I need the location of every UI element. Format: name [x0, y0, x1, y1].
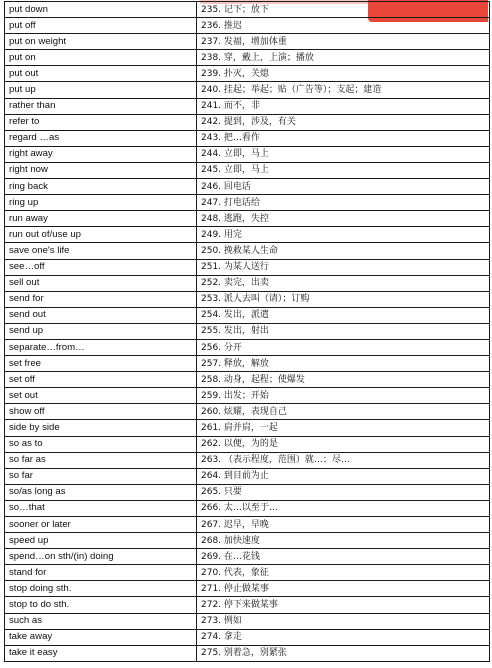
chinese-meaning-cell: 250. 挽救某人生命 — [197, 243, 490, 259]
chinese-meaning-cell: 235. 记下；放下 — [197, 2, 490, 18]
english-phrase-cell: so/as long as — [5, 484, 197, 500]
table-row — [5, 581, 490, 597]
table-row — [5, 179, 490, 195]
table-row — [5, 307, 490, 323]
chinese-meaning-cell: 252. 卖完，出卖 — [197, 275, 490, 291]
english-phrase-cell: run away — [5, 211, 197, 227]
table-row — [5, 356, 490, 372]
english-phrase-cell: refer to — [5, 114, 197, 130]
table-row — [5, 243, 490, 259]
chinese-meaning-cell: 266. 太…以至于… — [197, 500, 490, 516]
table-row — [5, 484, 490, 500]
english-phrase-cell: so…that — [5, 500, 197, 516]
chinese-meaning-cell: 267. 迟早，早晚 — [197, 517, 490, 533]
chinese-meaning-cell: 236. 推迟 — [197, 18, 490, 34]
english-phrase-cell: side by side — [5, 420, 197, 436]
table-row — [5, 98, 490, 114]
english-phrase-cell: stop doing sth. — [5, 581, 197, 597]
chinese-meaning-cell: 257. 释放，解放 — [197, 356, 490, 372]
table-row — [5, 597, 490, 613]
english-phrase-cell: ring up — [5, 195, 197, 211]
english-phrase-cell: right away — [5, 146, 197, 162]
english-phrase-cell: set free — [5, 356, 197, 372]
english-phrase-cell: put out — [5, 66, 197, 82]
chinese-meaning-cell: 263. （表示程度，范围）就…；尽… — [197, 452, 490, 468]
english-phrase-cell: stop to do sth. — [5, 597, 197, 613]
table-row — [5, 452, 490, 468]
table-row — [5, 50, 490, 66]
chinese-meaning-cell: 249. 用完 — [197, 227, 490, 243]
english-phrase-cell: rather than — [5, 98, 197, 114]
chinese-meaning-cell: 237. 发福，增加体重 — [197, 34, 490, 50]
chinese-meaning-cell: 264. 到目前为止 — [197, 468, 490, 484]
english-phrase-cell: so far — [5, 468, 197, 484]
english-phrase-cell: put on — [5, 50, 197, 66]
chinese-meaning-cell: 262. 以便，为的是 — [197, 436, 490, 452]
chinese-meaning-cell: 248. 逃跑，失控 — [197, 211, 490, 227]
table-row — [5, 2, 490, 18]
chinese-meaning-cell: 246. 回电话 — [197, 179, 490, 195]
table-row — [5, 388, 490, 404]
phrase-table-body — [5, 2, 490, 662]
chinese-meaning-cell: 274. 拿走 — [197, 629, 490, 645]
table-row — [5, 420, 490, 436]
chinese-meaning-cell: 258. 动身，起程；使爆发 — [197, 372, 490, 388]
english-phrase-cell: right now — [5, 162, 197, 178]
english-phrase-cell: set out — [5, 388, 197, 404]
chinese-meaning-cell: 242. 提到，涉及，有关 — [197, 114, 490, 130]
table-row — [5, 468, 490, 484]
table-row — [5, 629, 490, 645]
chinese-meaning-cell: 244. 立即，马上 — [197, 146, 490, 162]
english-phrase-cell: put off — [5, 18, 197, 34]
table-row — [5, 275, 490, 291]
chinese-meaning-cell: 251. 为某人送行 — [197, 259, 490, 275]
chinese-meaning-cell: 247. 打电话给 — [197, 195, 490, 211]
english-phrase-cell: such as — [5, 613, 197, 629]
table-row — [5, 82, 490, 98]
english-phrase-cell: speed up — [5, 533, 197, 549]
table-row — [5, 339, 490, 355]
chinese-meaning-cell: 271. 停止做某事 — [197, 581, 490, 597]
table-row — [5, 549, 490, 565]
english-phrase-cell: send out — [5, 307, 197, 323]
table-row — [5, 162, 490, 178]
table-row — [5, 565, 490, 581]
table-row — [5, 227, 490, 243]
chinese-meaning-cell: 259. 出发；开始 — [197, 388, 490, 404]
table-row — [5, 404, 490, 420]
english-phrase-cell: ring back — [5, 179, 197, 195]
table-row — [5, 613, 490, 629]
chinese-meaning-cell: 254. 发出，派遣 — [197, 307, 490, 323]
english-phrase-cell: run out of/use up — [5, 227, 197, 243]
english-phrase-cell: separate…from… — [5, 339, 197, 355]
table-row — [5, 146, 490, 162]
table-row — [5, 517, 490, 533]
english-phrase-cell: sell out — [5, 275, 197, 291]
english-phrase-cell: put on weight — [5, 34, 197, 50]
table-row — [5, 323, 490, 339]
chinese-meaning-cell: 273. 例如 — [197, 613, 490, 629]
english-phrase-cell: sooner or later — [5, 517, 197, 533]
table-row — [5, 500, 490, 516]
chinese-meaning-cell: 260. 炫耀，表现自己 — [197, 404, 490, 420]
table-row — [5, 130, 490, 146]
english-phrase-cell: so as to — [5, 436, 197, 452]
phrase-table — [4, 1, 490, 662]
chinese-meaning-cell: 255. 发出，射出 — [197, 323, 490, 339]
english-phrase-cell: stand for — [5, 565, 197, 581]
chinese-meaning-cell: 270. 代表，象征 — [197, 565, 490, 581]
table-row — [5, 195, 490, 211]
table-row — [5, 34, 490, 50]
english-phrase-cell: so far as — [5, 452, 197, 468]
chinese-meaning-cell: 275. 别着急，别紧张 — [197, 645, 490, 661]
chinese-meaning-cell: 256. 分开 — [197, 339, 490, 355]
table-row — [5, 372, 490, 388]
english-phrase-cell: put down — [5, 2, 197, 18]
table-row — [5, 211, 490, 227]
chinese-meaning-cell: 243. 把…看作 — [197, 130, 490, 146]
table-row — [5, 533, 490, 549]
chinese-meaning-cell: 241. 而不，非 — [197, 98, 490, 114]
chinese-meaning-cell: 272. 停下来做某事 — [197, 597, 490, 613]
english-phrase-cell: send up — [5, 323, 197, 339]
table-row — [5, 645, 490, 661]
chinese-meaning-cell: 261. 肩并肩，一起 — [197, 420, 490, 436]
chinese-meaning-cell: 265. 只要 — [197, 484, 490, 500]
chinese-meaning-cell: 268. 加快速度 — [197, 533, 490, 549]
table-row — [5, 259, 490, 275]
table-row — [5, 114, 490, 130]
chinese-meaning-cell: 245. 立即，马上 — [197, 162, 490, 178]
english-phrase-cell: show off — [5, 404, 197, 420]
chinese-meaning-cell: 269. 在…花钱 — [197, 549, 490, 565]
chinese-meaning-cell: 253. 派人去叫（请）；订购 — [197, 291, 490, 307]
table-row — [5, 66, 490, 82]
english-phrase-cell: put up — [5, 82, 197, 98]
english-phrase-cell: set off — [5, 372, 197, 388]
english-phrase-cell: save one's life — [5, 243, 197, 259]
table-row — [5, 291, 490, 307]
table-row — [5, 18, 490, 34]
english-phrase-cell: take it easy — [5, 645, 197, 661]
chinese-meaning-cell: 239. 扑灭，关熄 — [197, 66, 490, 82]
english-phrase-cell: see…off — [5, 259, 197, 275]
table-row — [5, 436, 490, 452]
english-phrase-cell: regard …as — [5, 130, 197, 146]
chinese-meaning-cell: 240. 挂起；举起；贴（广告等）；支起；建造 — [197, 82, 490, 98]
chinese-meaning-cell: 238. 穿，戴上，上演；播放 — [197, 50, 490, 66]
english-phrase-cell: send for — [5, 291, 197, 307]
english-phrase-cell: spend…on sth/(in) doing — [5, 549, 197, 565]
english-phrase-cell: take away — [5, 629, 197, 645]
